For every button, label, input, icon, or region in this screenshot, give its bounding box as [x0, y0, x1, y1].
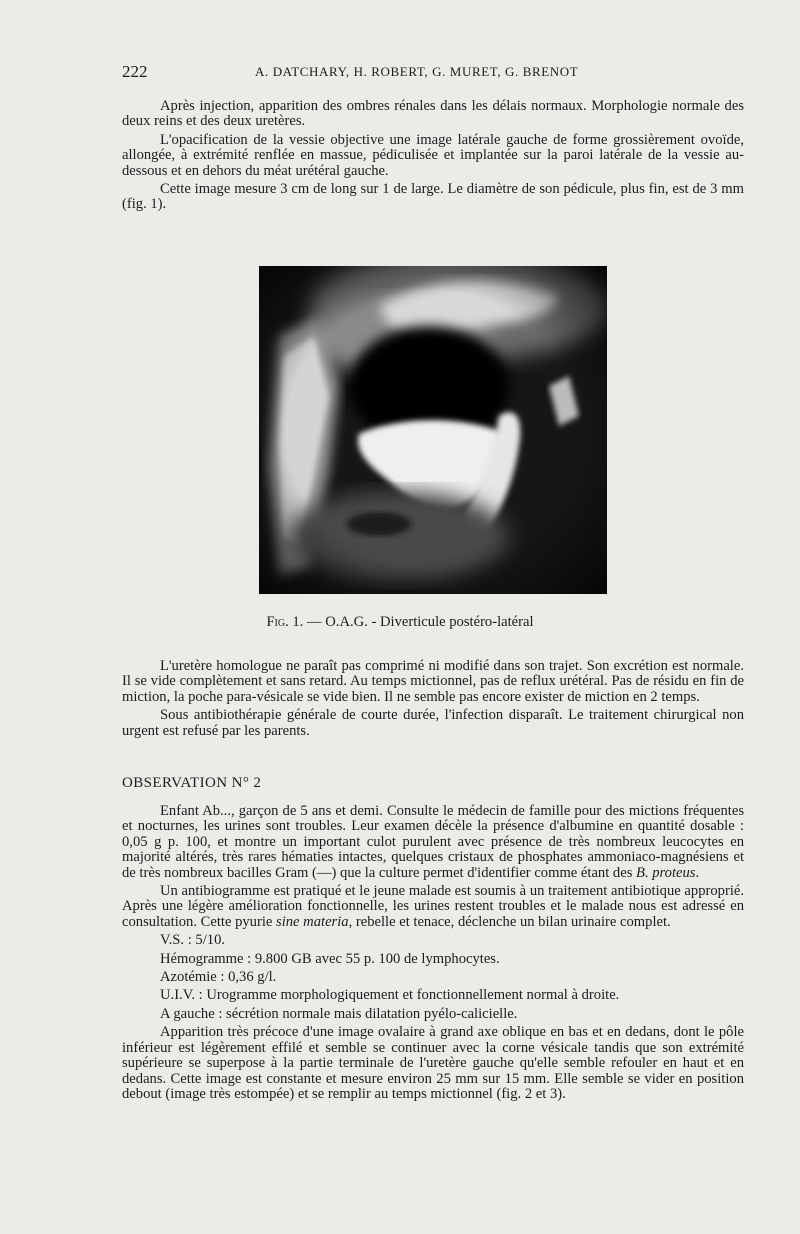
bottom-text-block [122, 804, 744, 1105]
paragraph: Cette image mesure 3 cm de long sur 1 de large. Le diamètre de son pédicule, plus fin, est de 3 mm (fig. 1). [122, 181, 744, 213]
paragraph: Apparition très précoce d'une image ovalaire à grand axe oblique en bas et en dedans, dont le pôle inférieur est légèrement effilé et semble se continuer avec la corne vésicale tandis que son extrémité supérieure se superpose à la partie terminale de l'uretère gauche qu'elle semble refouler en haut et en dedans. Cette image est constante et mesure environ 25 mm sur 15 mm. Elle semble se vider en position debout (image très estompée) et se remplir au temps mictionnel (fig. 2 et 3). [122, 1024, 744, 1102]
paragraph: L'uretère homologue ne paraît pas comprimé ni modifié dans son trajet. Son excrétion est normale. Il se vide complètement et sans retard. Au temps mictionnel, pas de reflux urétéral. Pas de résidu en fin de miction, la poche para-vésicale se vide bien. Il ne semble pas encore exister de miction en 2 temps. [122, 658, 744, 705]
paragraph: Sous antibiothérapie générale de courte durée, l'infection disparaît. Le traitement chirurgical non urgent est refusé par les parents. [122, 707, 744, 739]
paragraph: L'opacification de la vessie objective une image latérale gauche de forme grossièrement ovoïde, allongée, à extrémité renflée en massue, pédiculisée et implantée sur la paroi latérale de la vessie au-dessous et en dehors du méat urétéral gauche. [122, 131, 744, 179]
paragraph: V.S. : 5/10. [160, 932, 226, 949]
paragraph: Après injection, apparition des ombres rénales dans les délais normaux. Morphologie normale des deux reins et des deux uretères. [122, 98, 744, 130]
top-text-block [122, 99, 744, 216]
running-head: A. DATCHARY, H. ROBERT, G. MURET, G. BRENOT [255, 64, 579, 79]
paragraph: Hémogramme : 9.800 GB avec 55 p. 100 de lymphocytes. [160, 950, 500, 967]
figure-caption [0, 614, 800, 631]
middle-text-block [122, 659, 744, 742]
observation-heading: OBSERVATION N° 2 [122, 775, 262, 791]
paragraph: A gauche : sécrétion normale mais dilatation pyélo-calicielle. [160, 1005, 518, 1022]
radiograph-figure [259, 266, 607, 594]
italic-term: sine materia [276, 913, 349, 930]
figure-label: Fig. 1. [266, 614, 304, 630]
paragraph: Enfant Ab..., garçon de 5 ans et demi. Consulte le médecin de famille pour des mictions fréquentes et nocturnes, les urines sont troubles. Leur examen décèle la présence d'albumine en quantité dosable : 0,05 g p. 100, et montre un important culot purulent avec présence de très nombreux leucocytes en majorité altérés, très rares hématies intactes, quelques cristaux de phosphates ammoniaco-magnésiens et de très nombreux bacilles Gram (—) que la culture permet d'identifier comme étant des B. proteus. [122, 803, 744, 881]
page-number: 222 [122, 62, 148, 81]
figure-caption-text: — O.A.G. - Diverticule postéro-latéral [303, 614, 534, 630]
paragraph: U.I.V. : Urogramme morphologiquement et fonctionnellement normal à droite. [160, 987, 620, 1004]
italic-term: B. proteus [636, 864, 696, 881]
paragraph: Un antibiogramme est pratiqué et le jeune malade est soumis à un traitement antibiotique approprié. Après une légère amélioration fonctionnelle, les urines restent troubles et le malade nous est adressé en consultation. Cette pyurie sine materia, rebelle et tenace, déclenche un bilan urinaire complet. [122, 883, 744, 930]
paragraph: Azotémie : 0,36 g/l. [160, 969, 277, 986]
radiograph-image [259, 266, 607, 594]
